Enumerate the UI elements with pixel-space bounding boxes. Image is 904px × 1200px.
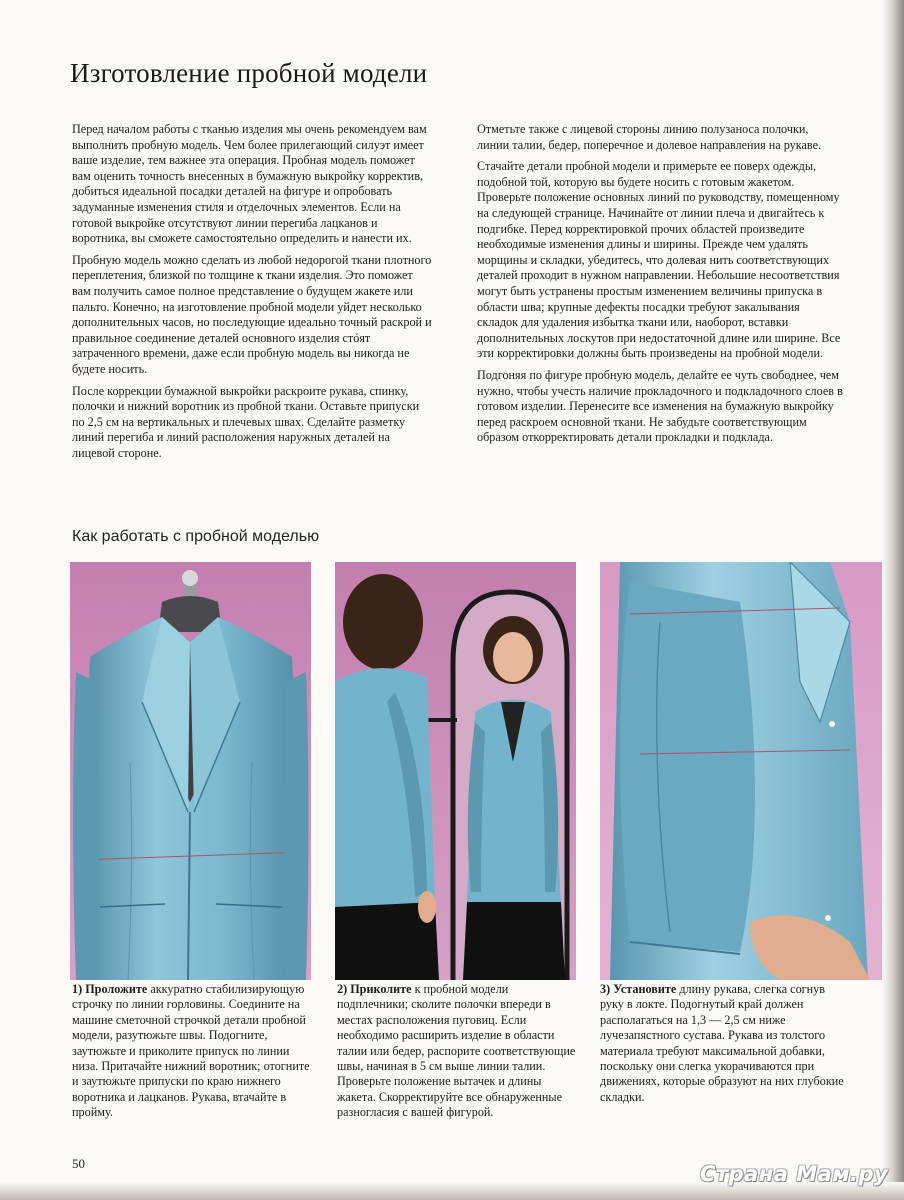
step-text: аккуратно стабилизирующую строчку по линии горловины. Соедините на машине сметочной строчкой детали пробной модели, разутюжьте швы. Подогните, заутюжьте и приколите припуск по линии низа. Притачайте нижний воротник; отогните и заутюжьте припуски по краю нижнего воротника и лацканов. Рукава, втачайте в пройму. xyxy=(72,982,310,1120)
step-2-caption xyxy=(337,982,582,1121)
page-title: Изготовление пробной модели xyxy=(70,58,428,88)
photo-woman-mirror xyxy=(335,562,576,980)
step-3-caption xyxy=(600,982,850,1105)
step-text: к пробной модели подплечники; сколите полочки впереди в местах расположения пуговиц. Если необходимо расширить изделие в области талии или бедер, распорите соответствующие швы, начиная в 5 см выше линии талии. Проверьте положение вытачек и длины жакета. Скорректируйте все обнаруженные разногласия с вашей фигурой. xyxy=(337,982,576,1120)
paragraph: Отметьте также с лицевой стороны линию полузаноса полочки, линии талии, бедер, поперечное и долевое направления на рукаве. xyxy=(477,122,822,152)
right-text-column xyxy=(477,122,843,452)
paragraph: Перед началом работы с тканью изделия мы очень рекомендуем вам выполнить пробную модель. Чем более прилегающий силуэт имеет ваше изделие, тем важнее эта операция. Пробная модель поможет вам оценить точность внесенных в бумажную выкройку корректив, добиться идеальной посадки деталей на фигуре и опробовать задуманные изменения стиля и отделочных элементов. Если на готовой выкройке отсутствуют линии перегиба лацканов и воротника, вы сможете самостоятельно определить и нанести их. xyxy=(72,122,427,246)
step-lead: 1) Проложите xyxy=(72,982,148,996)
paragraph: Стачайте детали пробной модели и примерьте ее поверх одежды, подобной той, которую вы будете носить с готовым жакетом. Проверьте положение основных линий по руководству, помещенному на следующей странице. Начинайте от линии плеча и двигайтесь к подгибке. Перед корректировкой прочих областей произведите необходимые изменения длины и ширины. Прежде чем удалять морщины и складки, убедитесь, что долевая нить соответствующих деталей проходит в нужном направлении. Небольшие несоответствия могут быть устранены простым изменением величины припуска в области шва; крупные дефекты посадки требуют закалывания складок для удаления избытка ткани или, наоборот, вставки дополнительных лоскутов при недостаточной длине или ширине. Все эти корректировки должны быть произведены на пробной модели. xyxy=(477,159,841,361)
photo-dress-form-jacket xyxy=(70,562,311,980)
step-lead: 3) Установите xyxy=(600,982,677,996)
photo-sleeve-length xyxy=(600,562,882,980)
page-number: 50 xyxy=(72,1156,85,1171)
step-text: длину рукава, слегка согнув руку в локте. Подогнутый край должен располагаться на 1,3 — 2,5 см ниже лучезапястного сустава. Рукава из толстого материала требуют максимальной добавки, поскольку они слегка укорачиваются при движениях, которые образуют на них глубокие складки. xyxy=(600,982,844,1104)
left-text-column xyxy=(72,122,434,467)
page-binding-edge xyxy=(882,0,904,1200)
paragraph: После коррекции бумажной выкройки раскроите рукава, спинку, полочки и нижний воротник из пробной ткани. Оставьте припуски по 2,5 см на вертикальных и плечевых швах. Сделайте разметку линий перегиба и линий расположения наружных деталей на лицевой стороне. xyxy=(72,383,420,460)
step-1-caption xyxy=(72,982,317,1121)
step-lead: 2) Приколите xyxy=(337,982,412,996)
section-heading: Как работать с пробной моделью xyxy=(72,528,320,545)
paragraph: Пробную модель можно сделать из любой недорогой ткани плотного переплетения, близкой по толщине к ткани изделия. Это поможет вам получить самое полное представление о будущем жакете или пальто. Конечно, на изготовление пробной модели уйдет несколько дополнительных часов, но последующие идеально точный раскрой и правильное соединение деталей основного изделия стóят затраченного времени, даже если пробную модель вы никогда не будете носить. xyxy=(72,252,432,376)
site-watermark: Страна Мам.ру xyxy=(700,1162,889,1186)
paragraph: Подгоняя по фигуре пробную модель, делайте ее чуть свободнее, чем нужно, чтобы учесть наличие прокладочного и подкладочного слоев в готовом изделии. Перенесите все изменения на бумажную выкройку перед раскроем основной ткани. Не забудьте соответствующим образом откорректировать детали прокладки и подклада. xyxy=(477,367,843,445)
